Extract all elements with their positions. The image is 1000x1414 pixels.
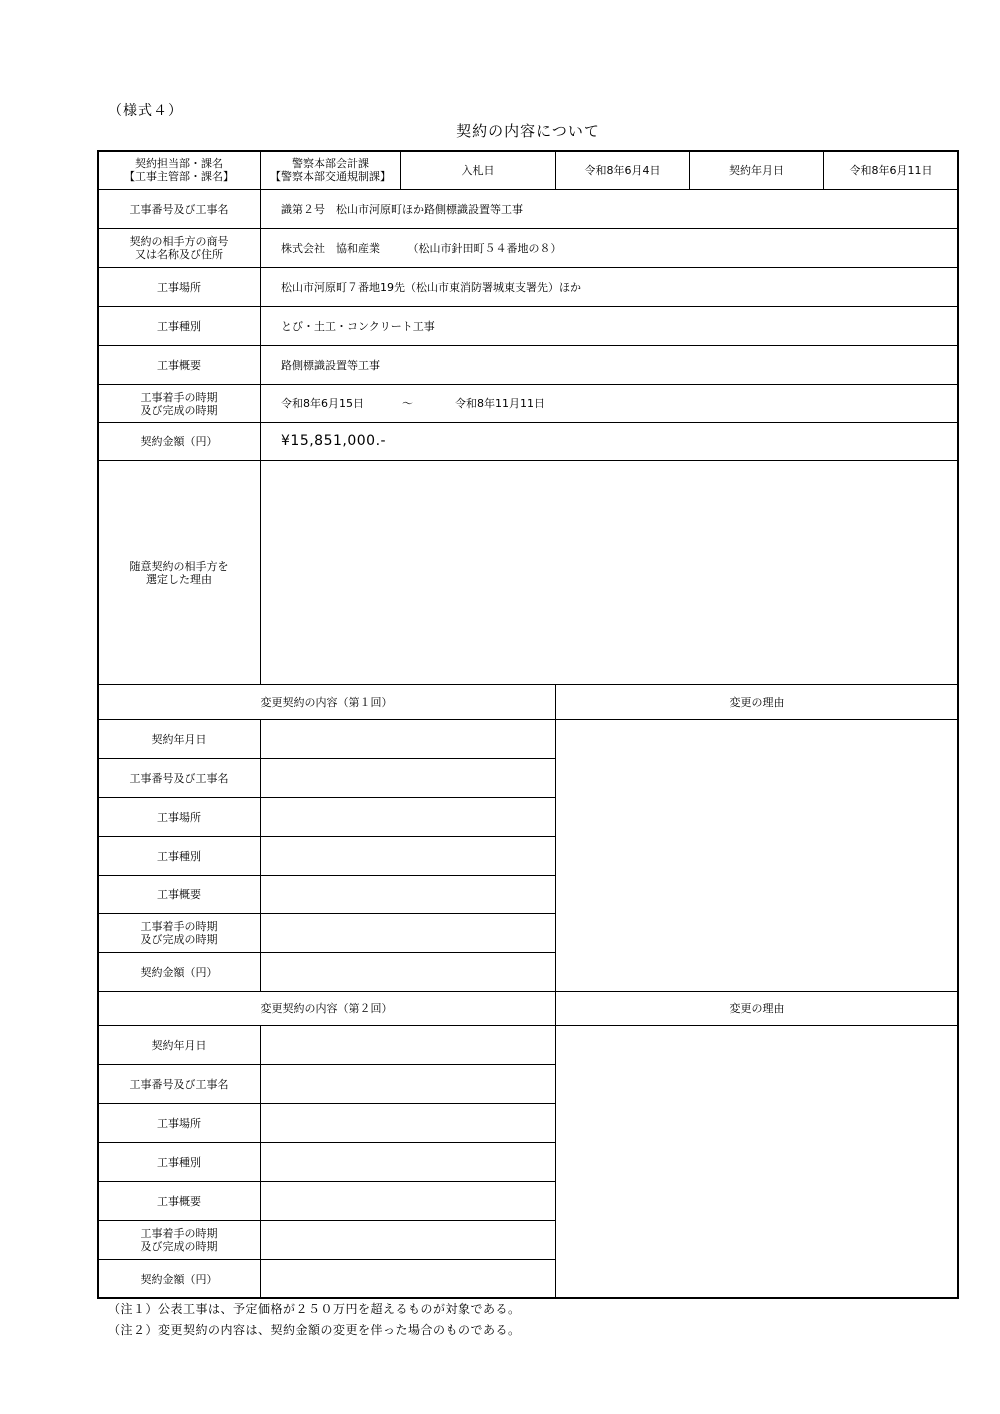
change2-amount-label: 契約金額（円）	[140, 1272, 218, 1286]
change1-place-value-cell	[260, 797, 556, 837]
change1-work-name-label-cell	[97, 758, 261, 798]
period-separator: ～	[402, 397, 413, 410]
form-number-label: （様式４）	[108, 103, 183, 119]
dept-label-cell	[97, 150, 261, 190]
change1-amount-value-cell	[260, 952, 556, 992]
change1-reason-heading-cell	[555, 684, 959, 720]
change2-date-value-cell	[260, 1025, 556, 1065]
change1-period-label-cell	[97, 913, 261, 953]
change2-place-value-cell	[260, 1103, 556, 1143]
period-value-cell	[260, 384, 959, 423]
change1-period-label-line2: 及び完成の時期	[140, 933, 218, 946]
work-name-label-cell	[97, 189, 261, 229]
work-name-label: 工事番号及び工事名	[129, 202, 229, 216]
change2-summary-value-cell	[260, 1181, 556, 1221]
contract-date-value-cell	[823, 150, 959, 190]
change1-summary-label-cell	[97, 875, 261, 914]
change2-work-name-label: 工事番号及び工事名	[129, 1077, 229, 1091]
reason-label-cell	[97, 460, 261, 685]
type-label: 工事種別	[157, 319, 201, 333]
change1-summary-value-cell	[260, 875, 556, 914]
change2-reason-value-cell	[555, 1025, 959, 1299]
bid-date-label: 入札日	[461, 163, 495, 177]
change1-period-value-cell	[260, 913, 556, 953]
change1-amount-label-cell	[97, 952, 261, 992]
change1-type-label: 工事種別	[157, 849, 201, 863]
bid-date-value-cell	[555, 150, 690, 190]
change2-summary-label-cell	[97, 1181, 261, 1221]
party-label-cell	[97, 228, 261, 268]
summary-value-cell	[260, 345, 959, 385]
dept-value-cell	[260, 150, 401, 190]
change2-heading-cell	[97, 991, 556, 1026]
place-label: 工事場所	[157, 280, 201, 294]
period-label-cell	[97, 384, 261, 423]
party-value-cell	[260, 228, 959, 268]
party-label-line2: 又は名称及び住所	[135, 248, 223, 261]
change1-reason-value-cell	[555, 719, 959, 992]
change1-type-label-cell	[97, 836, 261, 876]
work-name-value: 識第２号 松山市河原町ほか路側標識設置等工事	[281, 202, 523, 216]
dept-label-line1: 契約担当部・課名	[135, 157, 223, 170]
contract-date-label-cell	[689, 150, 824, 190]
change2-reason-heading-cell	[555, 991, 959, 1026]
reason-label-line2: 選定した理由	[146, 572, 212, 586]
change2-date-label: 契約年月日	[151, 1038, 207, 1052]
change2-period-label-line2: 及び完成の時期	[140, 1240, 218, 1253]
dept-label-line2: 【工事主管部・課名】	[124, 170, 234, 183]
change1-heading-cell	[97, 684, 556, 720]
change1-date-label-cell	[97, 719, 261, 759]
change2-period-label-line1: 工事着手の時期	[140, 1227, 218, 1240]
change1-place-label-cell	[97, 797, 261, 837]
reason-value-cell	[260, 460, 959, 685]
note-1: （注１）公表工事は、予定価格が２５０万円を超えるものが対象である。	[108, 1302, 521, 1316]
party-value: 株式会社 協和産業 （松山市針田町５４番地の８）	[281, 241, 562, 255]
change1-period-label-line1: 工事着手の時期	[140, 920, 218, 933]
place-label-cell	[97, 267, 261, 307]
change2-place-label-cell	[97, 1103, 261, 1143]
dept-value-line1: 警察本部会計課	[292, 157, 369, 170]
summary-label-cell	[97, 345, 261, 385]
change2-place-label: 工事場所	[157, 1116, 201, 1130]
bid-date-label-cell	[400, 150, 556, 190]
amount-value: ¥15,851,000.-	[281, 433, 387, 449]
change2-amount-value-cell	[260, 1259, 556, 1299]
change2-work-name-value-cell	[260, 1064, 556, 1104]
amount-value-cell	[260, 422, 959, 461]
change2-type-label: 工事種別	[157, 1155, 201, 1169]
work-name-value-cell	[260, 189, 959, 229]
change2-period-label-cell	[97, 1220, 261, 1260]
change1-reason-heading: 変更の理由	[729, 695, 785, 709]
change1-place-label: 工事場所	[157, 810, 201, 824]
bid-date-value: 令和8年6月4日	[584, 163, 661, 177]
period-start: 令和8年6月15日	[281, 397, 364, 410]
change1-type-value-cell	[260, 836, 556, 876]
summary-label: 工事概要	[157, 358, 201, 372]
change1-date-value-cell	[260, 719, 556, 759]
party-label-line1: 契約の相手方の商号	[129, 235, 229, 248]
change2-reason-heading: 変更の理由	[729, 1002, 785, 1015]
dept-value-line2: 【警察本部交通規制課】	[270, 170, 391, 183]
change2-period-value-cell	[260, 1220, 556, 1260]
period-label-line2: 及び完成の時期	[140, 403, 218, 417]
type-label-cell	[97, 306, 261, 346]
change1-heading: 変更契約の内容（第１回）	[260, 695, 393, 709]
change2-type-label-cell	[97, 1142, 261, 1182]
change1-amount-label: 契約金額（円）	[140, 965, 218, 979]
period-end: 令和8年11月11日	[455, 397, 545, 410]
change1-date-label: 契約年月日	[151, 732, 207, 746]
document-title: 契約の内容について	[456, 122, 600, 140]
change2-work-name-label-cell	[97, 1064, 261, 1104]
change1-work-name-value-cell	[260, 758, 556, 798]
place-value-cell	[260, 267, 959, 307]
change2-amount-label-cell	[97, 1259, 261, 1299]
change1-summary-label: 工事概要	[157, 888, 201, 901]
amount-label: 契約金額（円）	[140, 435, 218, 448]
amount-label-cell	[97, 422, 261, 461]
type-value: とび・土工・コンクリート工事	[281, 319, 435, 333]
summary-value: 路側標識設置等工事	[281, 358, 380, 372]
contract-date-label: 契約年月日	[729, 163, 784, 177]
change2-heading: 変更契約の内容（第２回）	[260, 1002, 393, 1015]
change2-date-label-cell	[97, 1025, 261, 1065]
period-label-line1: 工事着手の時期	[140, 390, 218, 404]
change1-work-name-label: 工事番号及び工事名	[129, 771, 229, 785]
reason-label-line1: 随意契約の相手方を	[129, 559, 229, 573]
type-value-cell	[260, 306, 959, 346]
note-2: （注２）変更契約の内容は、契約金額の変更を伴った場合のものである。	[108, 1323, 521, 1337]
contract-date-value: 令和8年6月11日	[849, 163, 933, 177]
place-value: 松山市河原町７番地19先（松山市東消防署城東支署先）ほか	[281, 280, 581, 294]
change2-summary-label: 工事概要	[157, 1194, 201, 1208]
change2-type-value-cell	[260, 1142, 556, 1182]
